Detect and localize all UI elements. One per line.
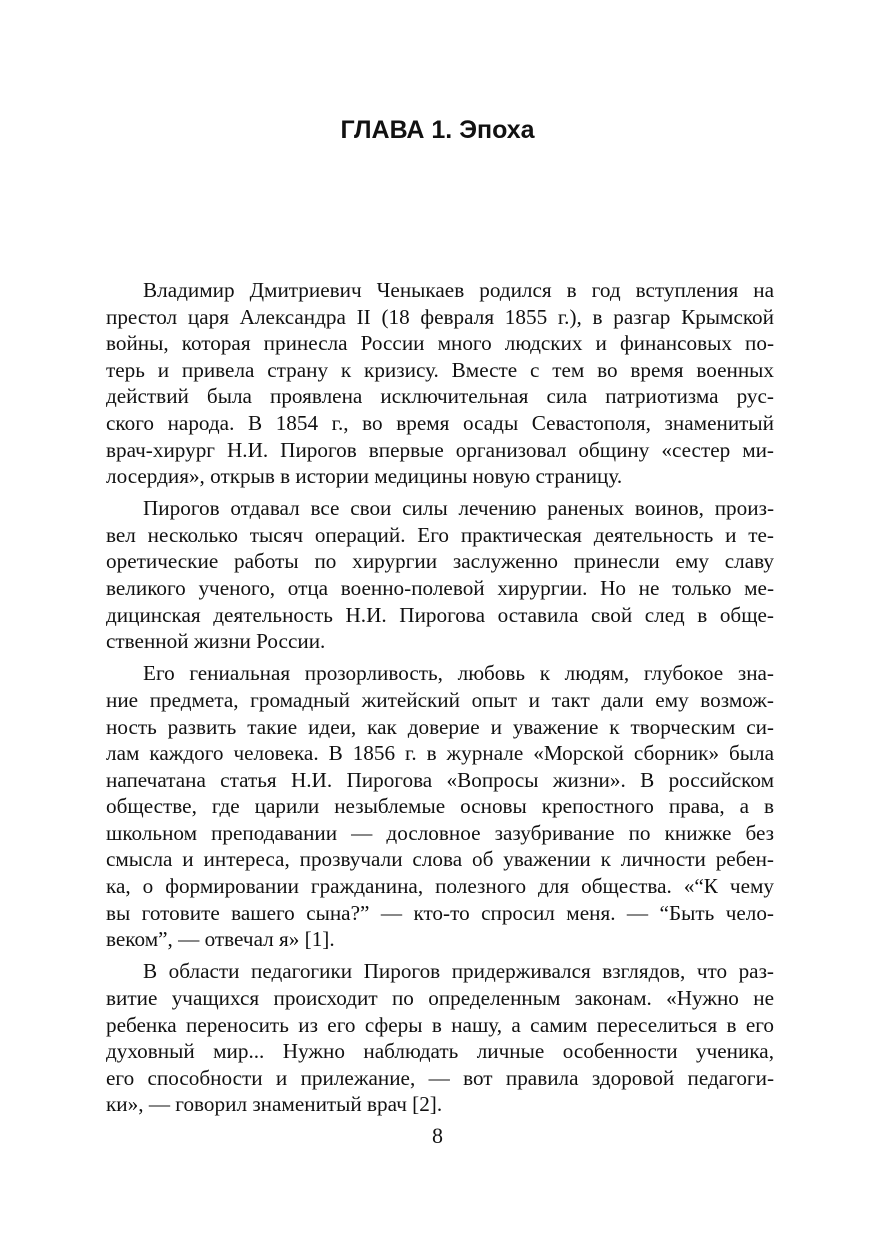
text-line: ского народа. В 1854 г., во время осады Севастополя, знаменитый <box>106 410 774 435</box>
text-line: вел несколько тысяч операций. Его практическая деятельность и те- <box>106 522 774 547</box>
text-line: В области педагогики Пирогов придерживался взглядов, что раз- <box>143 959 774 984</box>
text-line: терь и привела страну к кризису. Вместе с тем во время военных <box>106 357 774 382</box>
text-line: лосердия», открыв в истории медицины новую страницу. <box>106 464 623 489</box>
text-line: дицинская деятельность Н.И. Пирогова оставила свой след в обще- <box>106 602 774 627</box>
paragraph <box>106 958 774 1118</box>
chapter-title: ГЛАВА 1. Эпоха <box>340 116 535 144</box>
text-line: Владимир Дмитриевич Ченыкаев родился в год вступления на <box>143 278 774 302</box>
text-line: Его гениальная прозорливость, любовь к людям, глубокое зна- <box>143 661 774 686</box>
text-line: ние предмета, громадный житейский опыт и такт дали ему возмож- <box>106 687 774 712</box>
text-line: ственной жизни России. <box>106 629 326 654</box>
text-line: ность развить такие идеи, как доверие и уважение к творческим си- <box>106 714 774 739</box>
text-line: витие учащихся происходит по определенным законам. «Нужно не <box>106 985 774 1010</box>
paragraph <box>106 660 774 953</box>
text-line: школьном преподавании — дословное зазубривание по книжке без <box>106 820 774 845</box>
text-line: напечатана статья Н.И. Пирогова «Вопросы жизни». В российском <box>106 767 774 792</box>
text-line: обществе, где царили незыблемые основы крепостного права, а в <box>106 794 774 819</box>
text-line: оретические работы по хирургии заслуженно принесли ему славу <box>106 549 774 574</box>
text-line: вы готовите вашего сына?” — кто-то спросил меня. — “Быть чело- <box>106 900 774 925</box>
text-line: духовный мир... Нужно наблюдать личные особенности ученика, <box>106 1039 774 1064</box>
text-line: врач-хирург Н.И. Пирогов впервые организовал общину «сестер ми- <box>106 437 774 462</box>
text-line: смысла и интереса, прозвучали слова об уважении к личности ребен- <box>106 847 774 872</box>
text-line: престол царя Александра II (18 февраля 1855 г.), в разгар Крымской <box>106 304 774 329</box>
paragraph <box>106 277 774 490</box>
text-line: ка, о формировании гражданина, полезного для общества. «“К чему <box>106 874 774 899</box>
page-number: 8 <box>432 1123 443 1148</box>
paragraph <box>106 495 774 655</box>
text-line: войны, которая принесла России много людских и финансовых по- <box>106 331 774 356</box>
text-line: великого ученого, отца военно-полевой хирургии. Но не только ме- <box>106 576 774 601</box>
text-line: веком”, — отвечал я» [1]. <box>106 927 335 952</box>
text-line: Пирогов отдавал все свои силы лечению раненых воинов, произ- <box>143 496 774 521</box>
text-line: лам каждого человека. В 1856 г. в журнале «Морской сборник» была <box>106 741 774 766</box>
text-line: ребенка переносить из его сферы в нашу, а самим переселиться в его <box>106 1012 774 1037</box>
text-line: действий была проявлена исключительная сила патриотизма рус- <box>106 384 774 409</box>
text-line: его способности и прилежание, — вот правила здоровой педагоги- <box>106 1065 774 1090</box>
text-line: ки», — говорил знаменитый врач [2]. <box>106 1092 443 1117</box>
body-text <box>106 277 774 1123</box>
